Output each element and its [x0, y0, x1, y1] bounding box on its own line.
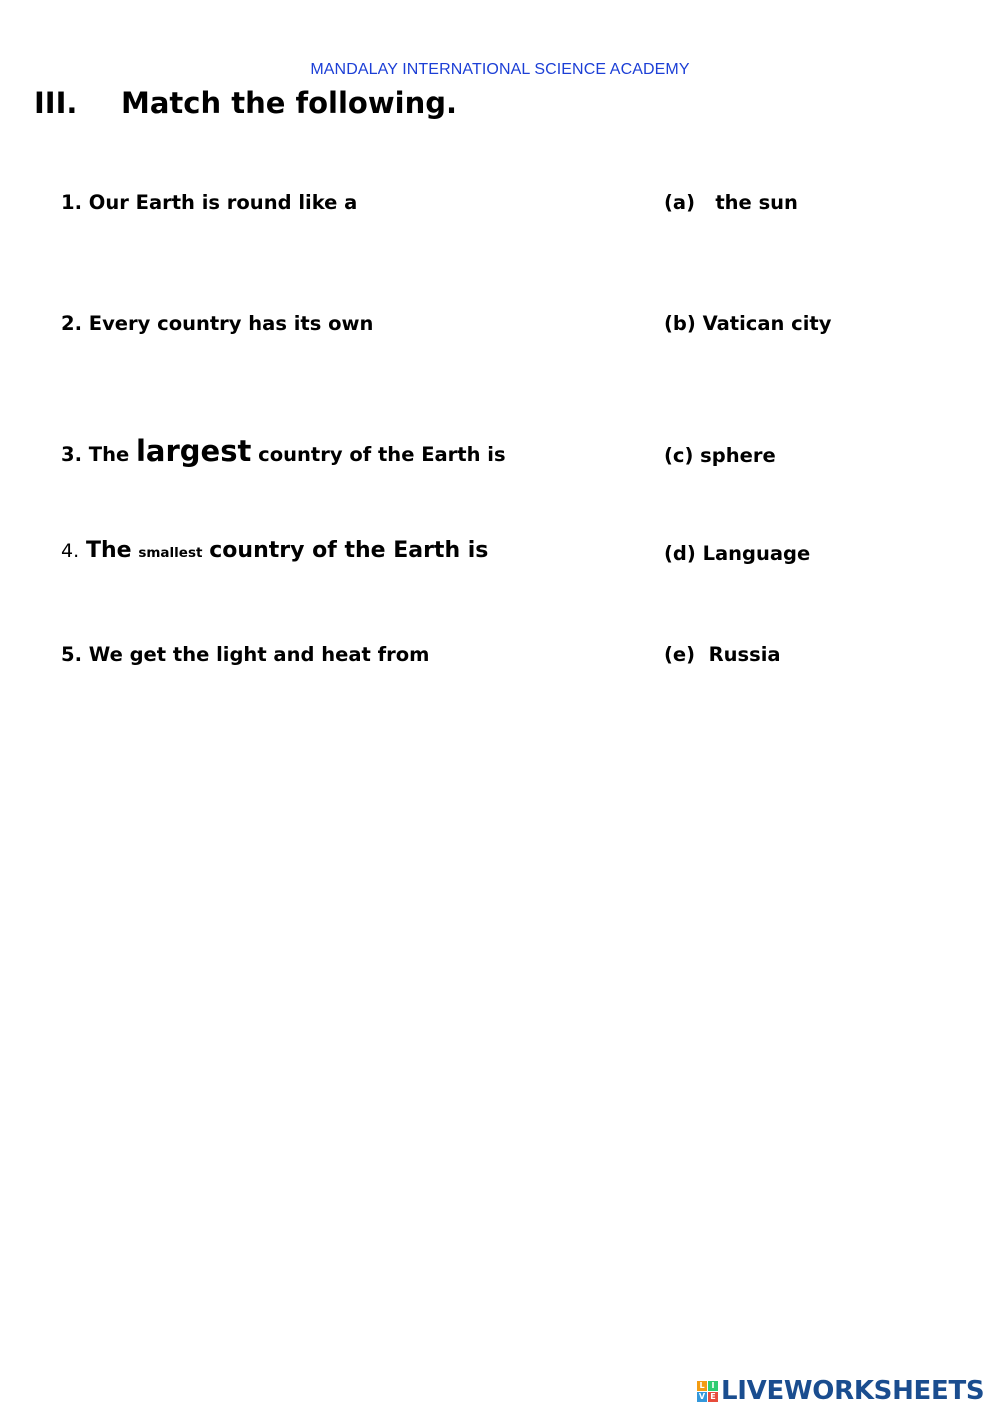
question-4-emphasis: smallest [138, 545, 203, 561]
logo-letter-l: L [697, 1381, 707, 1391]
logo-letter-v: V [698, 1391, 706, 1401]
question-3 [61, 434, 506, 468]
question-4-prefix: The [85, 538, 132, 563]
question-3-suffix: country of the Earth is [258, 443, 506, 466]
question-3-prefix: 3. The [61, 443, 130, 466]
question-5: 5. We get the light and heat from [61, 643, 430, 666]
answer-e: (e) Russia [664, 643, 781, 666]
question-4-suffix: country of the Earth is [209, 538, 489, 563]
answer-b: (b) Vatican city [664, 312, 832, 335]
answer-c: (c) sphere [664, 444, 776, 467]
logo-letter-i: I [708, 1381, 718, 1391]
school-name: MANDALAY INTERNATIONAL SCIENCE ACADEMY [310, 61, 690, 78]
question-4 [61, 538, 488, 563]
answer-d: (d) Language [664, 542, 811, 565]
question-3-emphasis: largest [135, 434, 252, 468]
question-2: 2. Every country has its own [61, 312, 374, 335]
liveworksheets-wordmark: LIVEWORKSHEETS [721, 1376, 985, 1406]
liveworksheets-logo [697, 1376, 984, 1406]
answer-a: (a) the sun [664, 191, 798, 214]
question-1: 1. Our Earth is round like a [61, 191, 358, 214]
section-heading [34, 86, 457, 120]
logo-letter-e: E [708, 1392, 718, 1402]
question-4-number: 4. [61, 540, 80, 562]
liveworksheets-icon [697, 1381, 718, 1402]
section-title: Match the following. [121, 86, 457, 120]
section-number: III. [34, 86, 78, 120]
